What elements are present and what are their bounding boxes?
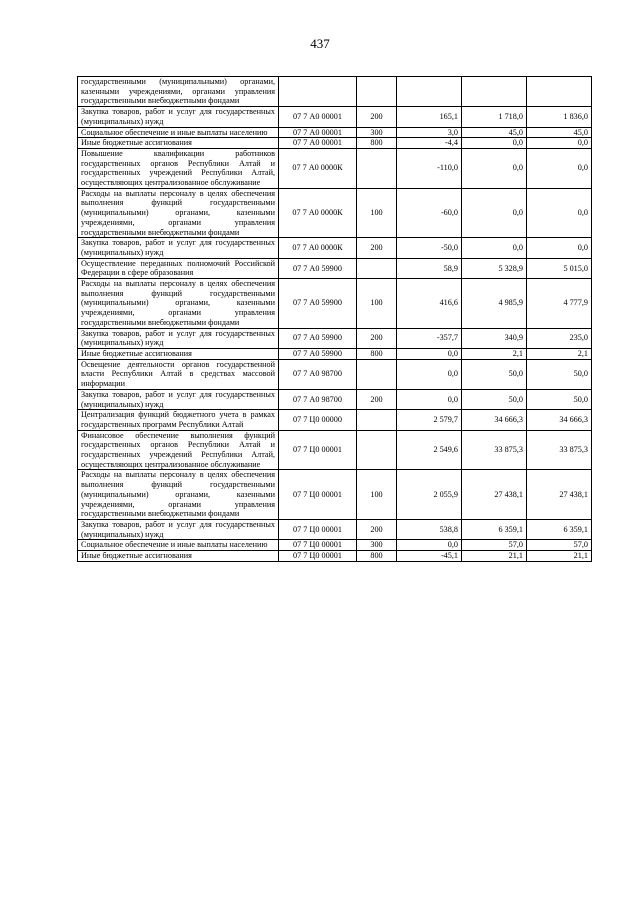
table-row <box>78 328 592 348</box>
expense-type-cell <box>357 410 397 430</box>
table-row <box>78 359 592 389</box>
amount-year3-cell: 0,0 <box>527 188 592 238</box>
amount-change-cell: 2 549,6 <box>397 430 462 470</box>
amount-year2-cell: 45,0 <box>462 127 527 138</box>
amount-change-cell: 416,6 <box>397 279 462 329</box>
table-row <box>78 238 592 258</box>
page-number: 437 <box>310 36 330 51</box>
target-article-cell: 07 7 А0 00001 <box>279 107 357 127</box>
target-article-cell: 07 7 А0 0000К <box>279 188 357 238</box>
amount-change-cell: -357,7 <box>397 328 462 348</box>
table-row <box>78 188 592 238</box>
expense-type-cell: 800 <box>357 348 397 359</box>
amount-year3-cell: 6 359,1 <box>527 519 592 539</box>
expense-name-cell: Расходы на выплаты персоналу в целях обеспечения выполнения функций государственными (муниципальными) органами, казенными учреждениями, органами управления государственными внебюджетными фондами <box>78 279 279 329</box>
amount-year2-cell: 340,9 <box>462 328 527 348</box>
amount-year2-cell: 2,1 <box>462 348 527 359</box>
amount-change-cell: 0,0 <box>397 348 462 359</box>
amount-year2-cell: 50,0 <box>462 359 527 389</box>
amount-year2-cell: 57,0 <box>462 540 527 551</box>
expense-name-cell: Освещение деятельности органов государственной власти Республики Алтай в средствах массовой информации <box>78 359 279 389</box>
amount-year2-cell: 5 328,9 <box>462 258 527 278</box>
expense-type-cell <box>357 359 397 389</box>
amount-year3-cell: 0,0 <box>527 148 592 188</box>
amount-year3-cell: 34 666,3 <box>527 410 592 430</box>
expense-type-cell <box>357 77 397 107</box>
amount-year3-cell: 0,0 <box>527 238 592 258</box>
amount-year3-cell: 50,0 <box>527 389 592 409</box>
amount-year2-cell: 0,0 <box>462 188 527 238</box>
amount-year3-cell: 50,0 <box>527 359 592 389</box>
table-row <box>78 470 592 520</box>
amount-change-cell: 58,9 <box>397 258 462 278</box>
amount-year2-cell: 4 985,9 <box>462 279 527 329</box>
expense-type-cell <box>357 258 397 278</box>
table-row <box>78 258 592 278</box>
table-row <box>78 138 592 149</box>
amount-change-cell: 165,1 <box>397 107 462 127</box>
expense-name-cell: Закупка товаров, работ и услуг для государственных (муниципальных) нужд <box>78 238 279 258</box>
amount-change-cell: -4,4 <box>397 138 462 149</box>
amount-change-cell <box>397 77 462 107</box>
expense-name-cell: Иные бюджетные ассигнования <box>78 551 279 562</box>
amount-change-cell: 0,0 <box>397 540 462 551</box>
amount-change-cell: 538,8 <box>397 519 462 539</box>
amount-year2-cell: 0,0 <box>462 138 527 149</box>
table-row <box>78 127 592 138</box>
table-row <box>78 410 592 430</box>
table-row <box>78 519 592 539</box>
expense-type-cell: 300 <box>357 127 397 138</box>
expense-name-cell: Финансовое обеспечение выполнения функций государственных органов Республики Алтай и государственных учреждений Республики Алтай, осуществляющих централизованное обслуживание <box>78 430 279 470</box>
expense-type-cell: 800 <box>357 138 397 149</box>
amount-year2-cell: 34 666,3 <box>462 410 527 430</box>
amount-year2-cell: 50,0 <box>462 389 527 409</box>
amount-year2-cell: 27 438,1 <box>462 470 527 520</box>
target-article-cell: 07 7 Ц0 00001 <box>279 551 357 562</box>
expense-name-cell: Закупка товаров, работ и услуг для государственных (муниципальных) нужд <box>78 389 279 409</box>
target-article-cell <box>279 77 357 107</box>
expense-type-cell <box>357 430 397 470</box>
amount-year2-cell: 1 718,0 <box>462 107 527 127</box>
amount-year3-cell <box>527 77 592 107</box>
expense-name-cell: Иные бюджетные ассигнования <box>78 348 279 359</box>
target-article-cell: 07 7 А0 0000К <box>279 238 357 258</box>
amount-year3-cell: 27 438,1 <box>527 470 592 520</box>
table-row <box>78 107 592 127</box>
expense-name-cell: Закупка товаров, работ и услуг для государственных (муниципальных) нужд <box>78 107 279 127</box>
expense-name-cell: Расходы на выплаты персоналу в целях обеспечения выполнения функций государственными (муниципальными) органами, казенными учреждениями, органами управления государственными внебюджетными фондами <box>78 470 279 520</box>
table-row <box>78 148 592 188</box>
amount-change-cell: 3,0 <box>397 127 462 138</box>
target-article-cell: 07 7 А0 59900 <box>279 328 357 348</box>
amount-change-cell: -60,0 <box>397 188 462 238</box>
amount-year3-cell: 2,1 <box>527 348 592 359</box>
target-article-cell: 07 7 Ц0 00000 <box>279 410 357 430</box>
amount-year2-cell <box>462 77 527 107</box>
expense-name-cell: Социальное обеспечение и иные выплаты населению <box>78 127 279 138</box>
table-row <box>78 540 592 551</box>
target-article-cell: 07 7 А0 0000К <box>279 148 357 188</box>
expense-type-cell: 200 <box>357 519 397 539</box>
expense-name-cell: Расходы на выплаты персоналу в целях обеспечения выполнения функций государственными (муниципальными) органами, казенными учреждениями, органами управления государственными внебюджетными фондами <box>78 188 279 238</box>
expense-type-cell: 200 <box>357 238 397 258</box>
table-row <box>78 279 592 329</box>
expense-name-cell: Закупка товаров, работ и услуг для государственных (муниципальных) нужд <box>78 328 279 348</box>
table-row <box>78 348 592 359</box>
amount-change-cell: 2 579,7 <box>397 410 462 430</box>
expense-type-cell: 200 <box>357 107 397 127</box>
amount-change-cell: 2 055,9 <box>397 470 462 520</box>
target-article-cell: 07 7 Ц0 00001 <box>279 430 357 470</box>
expense-name-cell: Повышение квалификации работников государственных органов Республики Алтай и государственных учреждений Республики Алтай, осуществляющих централизованное обслуживание <box>78 148 279 188</box>
target-article-cell: 07 7 Ц0 00001 <box>279 519 357 539</box>
amount-change-cell: 0,0 <box>397 359 462 389</box>
expense-name-cell: Социальное обеспечение и иные выплаты населению <box>78 540 279 551</box>
table-row <box>78 430 592 470</box>
amount-year3-cell: 5 015,0 <box>527 258 592 278</box>
expense-type-cell: 800 <box>357 551 397 562</box>
target-article-cell: 07 7 А0 59900 <box>279 279 357 329</box>
expense-type-cell: 200 <box>357 389 397 409</box>
amount-year2-cell: 0,0 <box>462 148 527 188</box>
amount-change-cell: -50,0 <box>397 238 462 258</box>
amount-year3-cell: 1 836,0 <box>527 107 592 127</box>
expense-type-cell: 100 <box>357 470 397 520</box>
expense-type-cell: 200 <box>357 328 397 348</box>
expense-name-cell: государственными (муниципальными) органами, казенными учреждениями, органами управления государственными внебюджетными фондами <box>78 77 279 107</box>
amount-year2-cell: 33 875,3 <box>462 430 527 470</box>
amount-year2-cell: 0,0 <box>462 238 527 258</box>
target-article-cell: 07 7 А0 98700 <box>279 359 357 389</box>
expense-name-cell: Закупка товаров, работ и услуг для государственных (муниципальных) нужд <box>78 519 279 539</box>
amount-change-cell: 0,0 <box>397 389 462 409</box>
target-article-cell: 07 7 А0 00001 <box>279 127 357 138</box>
expense-type-cell: 100 <box>357 279 397 329</box>
expense-type-cell <box>357 148 397 188</box>
amount-year2-cell: 21,1 <box>462 551 527 562</box>
amount-year3-cell: 57,0 <box>527 540 592 551</box>
table-row <box>78 551 592 562</box>
target-article-cell: 07 7 А0 98700 <box>279 389 357 409</box>
target-article-cell: 07 7 А0 59900 <box>279 348 357 359</box>
amount-year3-cell: 45,0 <box>527 127 592 138</box>
amount-year3-cell: 4 777,9 <box>527 279 592 329</box>
target-article-cell: 07 7 Ц0 00001 <box>279 540 357 551</box>
amount-year3-cell: 33 875,3 <box>527 430 592 470</box>
budget-table <box>77 76 592 562</box>
amount-change-cell: -110,0 <box>397 148 462 188</box>
budget-table-body <box>78 77 592 562</box>
table-row <box>78 389 592 409</box>
target-article-cell: 07 7 Ц0 00001 <box>279 470 357 520</box>
amount-year3-cell: 21,1 <box>527 551 592 562</box>
table-row <box>78 77 592 107</box>
expense-type-cell: 100 <box>357 188 397 238</box>
amount-year3-cell: 0,0 <box>527 138 592 149</box>
amount-year2-cell: 6 359,1 <box>462 519 527 539</box>
target-article-cell: 07 7 А0 00001 <box>279 138 357 149</box>
expense-name-cell: Иные бюджетные ассигнования <box>78 138 279 149</box>
expense-name-cell: Централизация функций бюджетного учета в рамках государственных программ Республики Алтай <box>78 410 279 430</box>
target-article-cell: 07 7 А0 59900 <box>279 258 357 278</box>
expense-name-cell: Осуществление переданных полномочий Российской Федерации в сфере образования <box>78 258 279 278</box>
amount-change-cell: -45,1 <box>397 551 462 562</box>
amount-year3-cell: 235,0 <box>527 328 592 348</box>
expense-type-cell: 300 <box>357 540 397 551</box>
